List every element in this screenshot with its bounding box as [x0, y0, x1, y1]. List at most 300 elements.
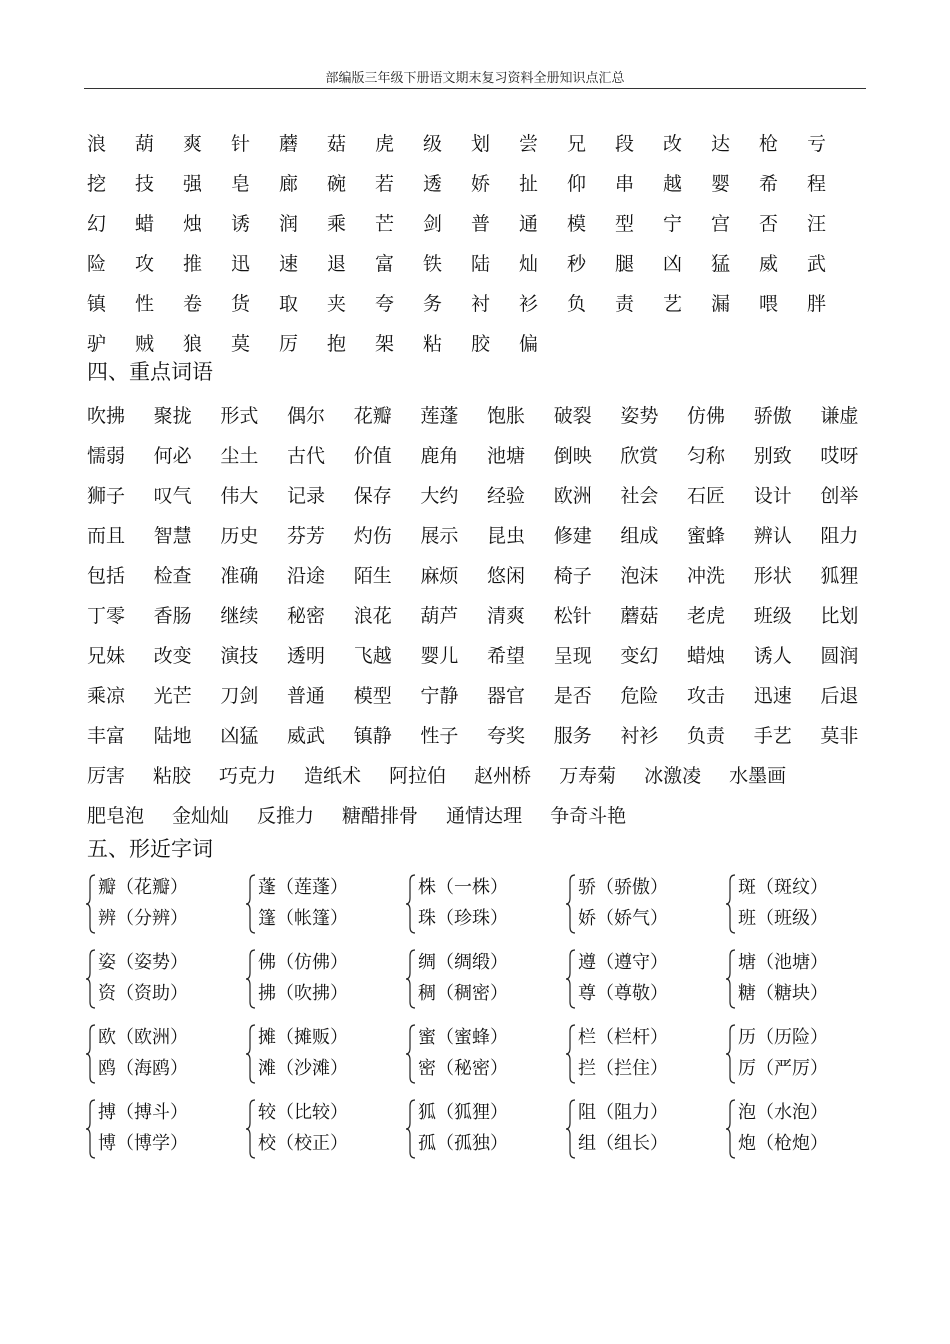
- character-pair: [725, 872, 885, 947]
- character: 兄: [567, 133, 587, 155]
- character-pair: [85, 1097, 245, 1172]
- word: 改变: [153, 645, 192, 667]
- word: 修建: [553, 525, 592, 547]
- pair-lines: [258, 1022, 348, 1084]
- character-pair: [405, 872, 565, 947]
- word: 光芒: [153, 685, 192, 707]
- word: 价值: [353, 445, 392, 467]
- left-brace-icon: [725, 1099, 737, 1159]
- character-pair: [725, 1097, 885, 1172]
- character: 偏: [519, 333, 539, 355]
- pair-entry: 拦（拦住）: [578, 1058, 668, 1079]
- character: 技: [135, 173, 155, 195]
- character: 爽: [183, 133, 203, 155]
- pair-lines: [578, 1097, 668, 1159]
- pair-entry: 娇（娇气）: [578, 908, 668, 929]
- pair-entry: 斑（斑纹）: [738, 877, 828, 898]
- word: 展示: [420, 525, 459, 547]
- left-brace-icon: [245, 1024, 257, 1084]
- character: 型: [615, 213, 635, 235]
- word: 姿势: [620, 405, 659, 427]
- character: 芒: [375, 213, 395, 235]
- word: 兄妹: [87, 645, 126, 667]
- pair-entry: 珠（珍珠）: [418, 908, 508, 929]
- character: 抱: [327, 333, 347, 355]
- pair-entry: 密（秘密）: [418, 1058, 508, 1079]
- pair-lines: [738, 1097, 828, 1159]
- character: 希: [759, 173, 779, 195]
- character: 凶: [663, 253, 683, 275]
- word: 迅速: [753, 685, 792, 707]
- word: 沿途: [287, 565, 326, 587]
- word: 冲洗: [687, 565, 726, 587]
- word: 饱胀: [487, 405, 526, 427]
- word: 而且: [87, 525, 126, 547]
- character: 扯: [519, 173, 539, 195]
- pair-entry: 滩（沙滩）: [258, 1058, 348, 1079]
- word: 包括: [87, 565, 126, 587]
- word: 赵州桥: [474, 765, 532, 787]
- character: 若: [375, 173, 395, 195]
- word: 大约: [420, 485, 459, 507]
- word: 辨认: [753, 525, 792, 547]
- word: 灼伤: [353, 525, 392, 547]
- word: 形状: [753, 565, 792, 587]
- word: 秘密: [287, 605, 326, 627]
- character: 衬: [471, 293, 491, 315]
- word: 欧洲: [553, 485, 592, 507]
- pair-lines: [418, 1097, 508, 1159]
- left-brace-icon: [565, 1099, 577, 1159]
- character-pair: [405, 1022, 565, 1097]
- word: 匀称: [687, 445, 726, 467]
- pair-lines: [578, 1022, 668, 1084]
- word: 狮子: [87, 485, 126, 507]
- word: 凶猛: [220, 725, 259, 747]
- word: 继续: [220, 605, 259, 627]
- word: 偶尔: [287, 405, 326, 427]
- character-pair: [565, 1022, 725, 1097]
- word: 泡沫: [620, 565, 659, 587]
- left-brace-icon: [725, 949, 737, 1009]
- left-brace-icon: [85, 1024, 97, 1084]
- character: 狼: [183, 333, 203, 355]
- character: 模: [567, 213, 587, 235]
- character: 通: [519, 213, 539, 235]
- pair-entry: 鸥（海鸥）: [98, 1058, 188, 1079]
- character: 腿: [615, 253, 635, 275]
- word: 陆地: [153, 725, 192, 747]
- word-row: [87, 516, 887, 556]
- character: 迅: [231, 253, 251, 275]
- word: 服务: [553, 725, 592, 747]
- word: 昆虫: [487, 525, 526, 547]
- word: 经验: [487, 485, 526, 507]
- pair-entry: 厉（严厉）: [738, 1058, 828, 1079]
- section-heading-similar-characters: 五、形近字词: [87, 837, 213, 861]
- character: 强: [183, 173, 203, 195]
- character: 达: [711, 133, 731, 155]
- pair-row: [85, 1022, 885, 1097]
- pair-lines: [418, 947, 508, 1009]
- word-row: [87, 756, 887, 796]
- word: 古代: [287, 445, 326, 467]
- pair-entry: 姿（姿势）: [98, 952, 188, 973]
- word: 麻烦: [420, 565, 459, 587]
- pair-entry: 篷（帐篷）: [258, 908, 348, 929]
- pair-row: [85, 1097, 885, 1172]
- pair-entry: 欧（欧洲）: [98, 1027, 188, 1048]
- character: 秒: [567, 253, 587, 275]
- pair-lines: [578, 872, 668, 934]
- character: 诱: [231, 213, 251, 235]
- word: 陌生: [353, 565, 392, 587]
- character: 宁: [663, 213, 683, 235]
- word-row: [87, 636, 887, 676]
- character-pair: [245, 947, 405, 1022]
- word: 历史: [220, 525, 259, 547]
- character: 枪: [759, 133, 779, 155]
- pair-entry: 糖（糖块）: [738, 983, 828, 1004]
- character: 退: [327, 253, 347, 275]
- character: 汪: [807, 213, 827, 235]
- word: 肥皂泡: [87, 805, 145, 827]
- character-pair: [245, 872, 405, 947]
- left-brace-icon: [245, 949, 257, 1009]
- word: 懦弱: [87, 445, 126, 467]
- character: 猛: [711, 253, 731, 275]
- left-brace-icon: [405, 949, 417, 1009]
- character: 厉: [279, 333, 299, 355]
- pair-entry: 炮（枪炮）: [738, 1133, 828, 1154]
- character: 普: [471, 213, 491, 235]
- word: 哎呀: [820, 445, 859, 467]
- character: 划: [471, 133, 491, 155]
- word: 性子: [420, 725, 459, 747]
- character: 粘: [423, 333, 443, 355]
- character: 威: [759, 253, 779, 275]
- word: 夸奖: [487, 725, 526, 747]
- word: 水墨画: [729, 765, 787, 787]
- word: 莲蓬: [420, 405, 459, 427]
- word: 万寿菊: [559, 765, 617, 787]
- pair-lines: [258, 947, 348, 1009]
- word: 衬衫: [620, 725, 659, 747]
- word: 金灿灿: [172, 805, 230, 827]
- word: 透明: [287, 645, 326, 667]
- word: 倒映: [553, 445, 592, 467]
- character-pair: [405, 1097, 565, 1172]
- character: 廊: [279, 173, 299, 195]
- word: 攻击: [687, 685, 726, 707]
- character: 娇: [471, 173, 491, 195]
- word: 是否: [553, 685, 592, 707]
- character: 串: [615, 173, 635, 195]
- character-row: [87, 244, 867, 284]
- character-pair: [85, 947, 245, 1022]
- word: 呈现: [553, 645, 592, 667]
- word: 社会: [620, 485, 659, 507]
- word: 丁零: [87, 605, 126, 627]
- character: 灿: [519, 253, 539, 275]
- word: 石匠: [687, 485, 726, 507]
- left-brace-icon: [565, 874, 577, 934]
- pair-row: [85, 947, 885, 1022]
- word: 浪花: [353, 605, 392, 627]
- pair-entry: 栏（栏杆）: [578, 1027, 668, 1048]
- left-brace-icon: [405, 874, 417, 934]
- character: 镇: [87, 293, 107, 315]
- pair-entry: 绸（绸缎）: [418, 952, 508, 973]
- pair-entry: 塘（池塘）: [738, 952, 828, 973]
- character: 改: [663, 133, 683, 155]
- word: 粘胶: [153, 765, 192, 787]
- similar-characters-list: [85, 872, 885, 1172]
- pair-entry: 佛（仿佛）: [258, 952, 348, 973]
- word-row: [87, 396, 887, 436]
- word: 阿拉伯: [389, 765, 447, 787]
- word: 婴儿: [420, 645, 459, 667]
- left-brace-icon: [725, 1024, 737, 1084]
- pair-lines: [258, 1097, 348, 1159]
- word: 聚拢: [153, 405, 192, 427]
- header-rule: [84, 88, 866, 89]
- character: 皂: [231, 173, 251, 195]
- word: 尘土: [220, 445, 259, 467]
- word: 谦虚: [820, 405, 859, 427]
- word: 普通: [287, 685, 326, 707]
- word: 破裂: [553, 405, 592, 427]
- word: 希望: [487, 645, 526, 667]
- character-row: [87, 284, 867, 324]
- pair-entry: 株（一株）: [418, 877, 508, 898]
- character: 透: [423, 173, 443, 195]
- word: 模型: [353, 685, 392, 707]
- pair-row: [85, 872, 885, 947]
- left-brace-icon: [725, 874, 737, 934]
- pair-lines: [98, 1022, 188, 1084]
- pair-lines: [578, 947, 668, 1009]
- word: 厉害: [87, 765, 126, 787]
- word: 欣赏: [620, 445, 659, 467]
- word: 创举: [820, 485, 859, 507]
- word: 骄傲: [753, 405, 792, 427]
- word-row: [87, 476, 887, 516]
- character: 段: [615, 133, 635, 155]
- word: 记录: [287, 485, 326, 507]
- word: 宁静: [420, 685, 459, 707]
- page-header: 部编版三年级下册语文期末复习资料全册知识点汇总: [325, 71, 625, 86]
- character: 攻: [135, 253, 155, 275]
- word: 悠闲: [487, 565, 526, 587]
- character: 幻: [87, 213, 107, 235]
- word: 通情达理: [446, 805, 523, 827]
- character: 碗: [327, 173, 347, 195]
- character-pair: [565, 1097, 725, 1172]
- word-row: [87, 556, 887, 596]
- word: 松针: [553, 605, 592, 627]
- character: 驴: [87, 333, 107, 355]
- pair-lines: [418, 1022, 508, 1084]
- pair-entry: 博（博学）: [98, 1133, 188, 1154]
- word: 葫芦: [420, 605, 459, 627]
- character-pair: [565, 947, 725, 1022]
- pair-lines: [98, 872, 188, 934]
- word-row: [87, 796, 887, 836]
- pair-entry: 孤（孤独）: [418, 1133, 508, 1154]
- word: 池塘: [487, 445, 526, 467]
- word: 花瓣: [353, 405, 392, 427]
- word: 形式: [220, 405, 259, 427]
- pair-entry: 蜜（蜜蜂）: [418, 1027, 508, 1048]
- character-pair: [245, 1097, 405, 1172]
- character-list: [87, 124, 867, 364]
- word: 后退: [820, 685, 859, 707]
- character: 陆: [471, 253, 491, 275]
- word: 狐狸: [820, 565, 859, 587]
- word: 圆润: [820, 645, 859, 667]
- word: 乘凉: [87, 685, 126, 707]
- word: 负责: [687, 725, 726, 747]
- character: 险: [87, 253, 107, 275]
- character-pair: [725, 1022, 885, 1097]
- pair-lines: [98, 1097, 188, 1159]
- pair-entry: 较（比较）: [258, 1102, 348, 1123]
- word: 威武: [287, 725, 326, 747]
- character-pair: [245, 1022, 405, 1097]
- word: 蜜蜂: [687, 525, 726, 547]
- word: 老虎: [687, 605, 726, 627]
- character: 润: [279, 213, 299, 235]
- character: 仰: [567, 173, 587, 195]
- word: 阻力: [820, 525, 859, 547]
- left-brace-icon: [245, 1099, 257, 1159]
- character: 婴: [711, 173, 731, 195]
- word: 争奇斗艳: [550, 805, 627, 827]
- pair-entry: 狐（狐狸）: [418, 1102, 508, 1123]
- character: 菇: [327, 133, 347, 155]
- pair-entry: 组（组长）: [578, 1133, 668, 1154]
- character: 否: [759, 213, 779, 235]
- character: 铁: [423, 253, 443, 275]
- word: 手艺: [753, 725, 792, 747]
- word: 危险: [620, 685, 659, 707]
- character: 宫: [711, 213, 731, 235]
- word: 莫非: [820, 725, 859, 747]
- character: 虎: [375, 133, 395, 155]
- character: 胶: [471, 333, 491, 355]
- word: 演技: [220, 645, 259, 667]
- character-pair: [85, 1022, 245, 1097]
- word-row: [87, 676, 887, 716]
- pair-entry: 拂（吹拂）: [258, 983, 348, 1004]
- character: 推: [183, 253, 203, 275]
- word: 吹拂: [87, 405, 126, 427]
- character: 务: [423, 293, 443, 315]
- left-brace-icon: [85, 1099, 97, 1159]
- word: 器官: [487, 685, 526, 707]
- word: 检查: [153, 565, 192, 587]
- left-brace-icon: [405, 1024, 417, 1084]
- character-row: [87, 204, 867, 244]
- word: 造纸术: [304, 765, 362, 787]
- pair-entry: 瓣（花瓣）: [98, 877, 188, 898]
- section-heading-key-words: 四、重点词语: [87, 360, 213, 384]
- word: 丰富: [87, 725, 126, 747]
- character: 漏: [711, 293, 731, 315]
- left-brace-icon: [565, 949, 577, 1009]
- left-brace-icon: [405, 1099, 417, 1159]
- word: 智慧: [153, 525, 192, 547]
- character: 贼: [135, 333, 155, 355]
- word: 组成: [620, 525, 659, 547]
- character: 取: [279, 293, 299, 315]
- pair-entry: 资（资助）: [98, 983, 188, 1004]
- character: 艺: [663, 293, 683, 315]
- word: 保存: [353, 485, 392, 507]
- word: 蘑菇: [620, 605, 659, 627]
- word: 叹气: [153, 485, 192, 507]
- character: 烛: [183, 213, 203, 235]
- character: 亏: [807, 133, 827, 155]
- word: 芬芳: [287, 525, 326, 547]
- left-brace-icon: [565, 1024, 577, 1084]
- pair-lines: [738, 872, 828, 934]
- word: 反推力: [257, 805, 315, 827]
- pair-entry: 摊（摊贩）: [258, 1027, 348, 1048]
- character: 负: [567, 293, 587, 315]
- character: 针: [231, 133, 251, 155]
- pair-entry: 阻（阻力）: [578, 1102, 668, 1123]
- word: 比划: [820, 605, 859, 627]
- left-brace-icon: [85, 874, 97, 934]
- character: 浪: [87, 133, 107, 155]
- character: 喂: [759, 293, 779, 315]
- word: 蜡烛: [687, 645, 726, 667]
- left-brace-icon: [245, 874, 257, 934]
- word: 飞越: [353, 645, 392, 667]
- pair-lines: [258, 872, 348, 934]
- pair-entry: 遵（遵守）: [578, 952, 668, 973]
- character-row: [87, 164, 867, 204]
- word: 诱人: [753, 645, 792, 667]
- pair-entry: 班（班级）: [738, 908, 828, 929]
- character-pair: [565, 872, 725, 947]
- word: 鹿角: [420, 445, 459, 467]
- pair-lines: [738, 947, 828, 1009]
- character-row: [87, 124, 867, 164]
- pair-entry: 搏（搏斗）: [98, 1102, 188, 1123]
- character: 富: [375, 253, 395, 275]
- character-pair: [725, 947, 885, 1022]
- pair-entry: 校（校正）: [258, 1133, 348, 1154]
- word: 椅子: [553, 565, 592, 587]
- character: 货: [231, 293, 251, 315]
- character: 尝: [519, 133, 539, 155]
- character: 级: [423, 133, 443, 155]
- character: 责: [615, 293, 635, 315]
- word: 糖醋排骨: [342, 805, 419, 827]
- left-brace-icon: [85, 949, 97, 1009]
- word: 仿佛: [687, 405, 726, 427]
- pair-entry: 骄（骄傲）: [578, 877, 668, 898]
- word: 准确: [220, 565, 259, 587]
- pair-entry: 尊（尊敬）: [578, 983, 668, 1004]
- character: 夹: [327, 293, 347, 315]
- word: 冰激凌: [644, 765, 702, 787]
- word: 别致: [753, 445, 792, 467]
- pair-lines: [418, 872, 508, 934]
